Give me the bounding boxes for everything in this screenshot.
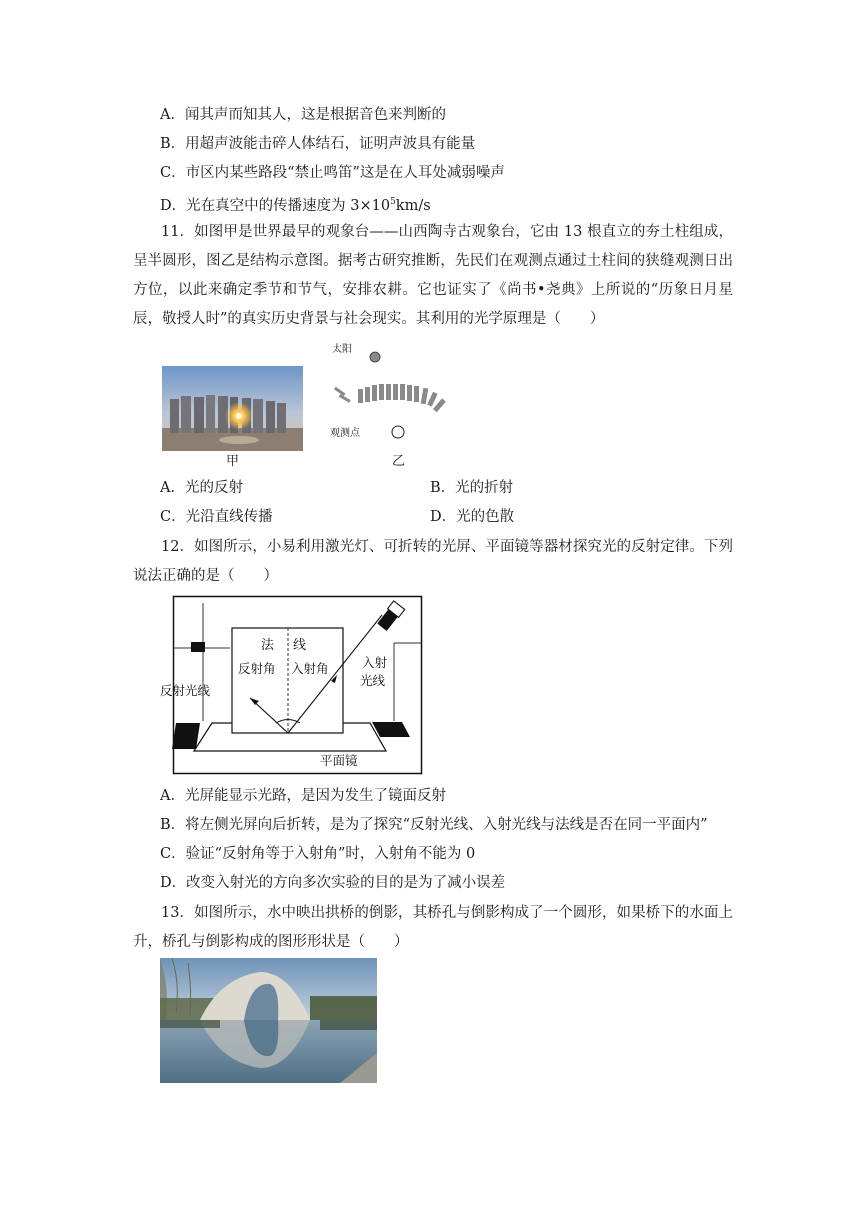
q10-option-d-exponent: 5 bbox=[390, 197, 396, 207]
figure-label-yi: 乙 bbox=[392, 454, 406, 469]
arch-bridge-photo bbox=[160, 958, 377, 1083]
q11-stem-text: 11．如图甲是世界最早的观象台——山西陶寺古观象台，它由 13 根直立的夯土柱组成，呈半圆形，图乙是结构示意图。据考古研究推断，先民们在观测点通过土柱间的狭缝观测日出方位，以此来确定季节和节气，安排农耕。它也证实了《尚书•尧典》上所说的“历象日月星辰，敬授人时”的真实历史背景与社会现实。其利用的光学原理是（ ） bbox=[133, 224, 733, 327]
q12-option-b: B．将左侧光屏向后折转，是为了探究“反射光线、入射光线与法线是否在同一平面内” bbox=[160, 817, 708, 833]
left-stand-icon bbox=[172, 723, 200, 749]
observer-label: 观测点 bbox=[330, 428, 360, 439]
q12-option-a: A．光屏能显示光路，是因为发生了镜面反射 bbox=[160, 788, 446, 804]
reflection-angle-label: 反射角 bbox=[238, 661, 276, 676]
q12-stem-text: 12．如图所示，小易利用激光灯、可折转的光屏、平面镜等器材探究光的反射定律。下列说法正确的是（ ） bbox=[133, 539, 733, 584]
observatory-photo bbox=[162, 366, 303, 451]
incidence-angle-label: 入射角 bbox=[291, 661, 329, 676]
q10-option-d bbox=[160, 192, 431, 216]
figure-label-jia: 甲 bbox=[226, 454, 240, 469]
q12-option-d: D．改变入射光的方向多次实验的目的是为了减小误差 bbox=[160, 875, 506, 891]
q10-option-d-suffix: km/s bbox=[395, 198, 431, 214]
observer-point-icon bbox=[392, 426, 404, 438]
reflected-ray-label: 反射光线 bbox=[160, 683, 211, 698]
observatory-diagram bbox=[330, 340, 460, 445]
q12-option-c: C．验证“反射角等于入射角”时，入射角不能为 0 bbox=[160, 846, 476, 862]
q13-stem-text: 13．如图所示，水中映出拱桥的倒影，其桥孔与倒影构成了一个圆形，如果桥下的水面上升，桥孔与倒影构成的图形形状是（ ） bbox=[133, 905, 733, 950]
q11-option-b: B．光的折射 bbox=[430, 480, 514, 496]
q11-stem bbox=[133, 218, 733, 334]
q13-stem bbox=[133, 899, 733, 957]
q10-option-a: A．闻其声而知其人，这是根据音色来判断的 bbox=[160, 107, 446, 123]
incident-ray-label-1: 入射 bbox=[362, 655, 388, 670]
incident-ray-label-2: 光线 bbox=[360, 673, 386, 688]
q11-option-a: A．光的反射 bbox=[160, 480, 243, 496]
reflection-experiment-diagram bbox=[160, 595, 424, 777]
left-clamp-icon bbox=[191, 642, 205, 652]
q10-option-b: B．用超声波能击碎人体结石，证明声波具有能量 bbox=[160, 136, 476, 152]
q10-option-d-prefix: D．光在真空中的传播速度为 3×10 bbox=[160, 198, 391, 214]
normal-label-2: 线 bbox=[293, 638, 307, 653]
q11-option-c: C．光沿直线传播 bbox=[160, 509, 273, 525]
q10-option-c: C．市区内某些路段“禁止鸣笛”这是在人耳处减弱噪声 bbox=[160, 165, 505, 181]
sun-icon bbox=[370, 352, 380, 362]
normal-label-1: 法 bbox=[261, 638, 275, 653]
sun-label: 太阳 bbox=[332, 344, 352, 355]
mirror-label: 平面镜 bbox=[320, 753, 358, 768]
q11-option-d: D．光的色散 bbox=[430, 509, 515, 525]
q12-stem bbox=[133, 533, 733, 591]
rammed-earth-pillars bbox=[334, 384, 446, 412]
